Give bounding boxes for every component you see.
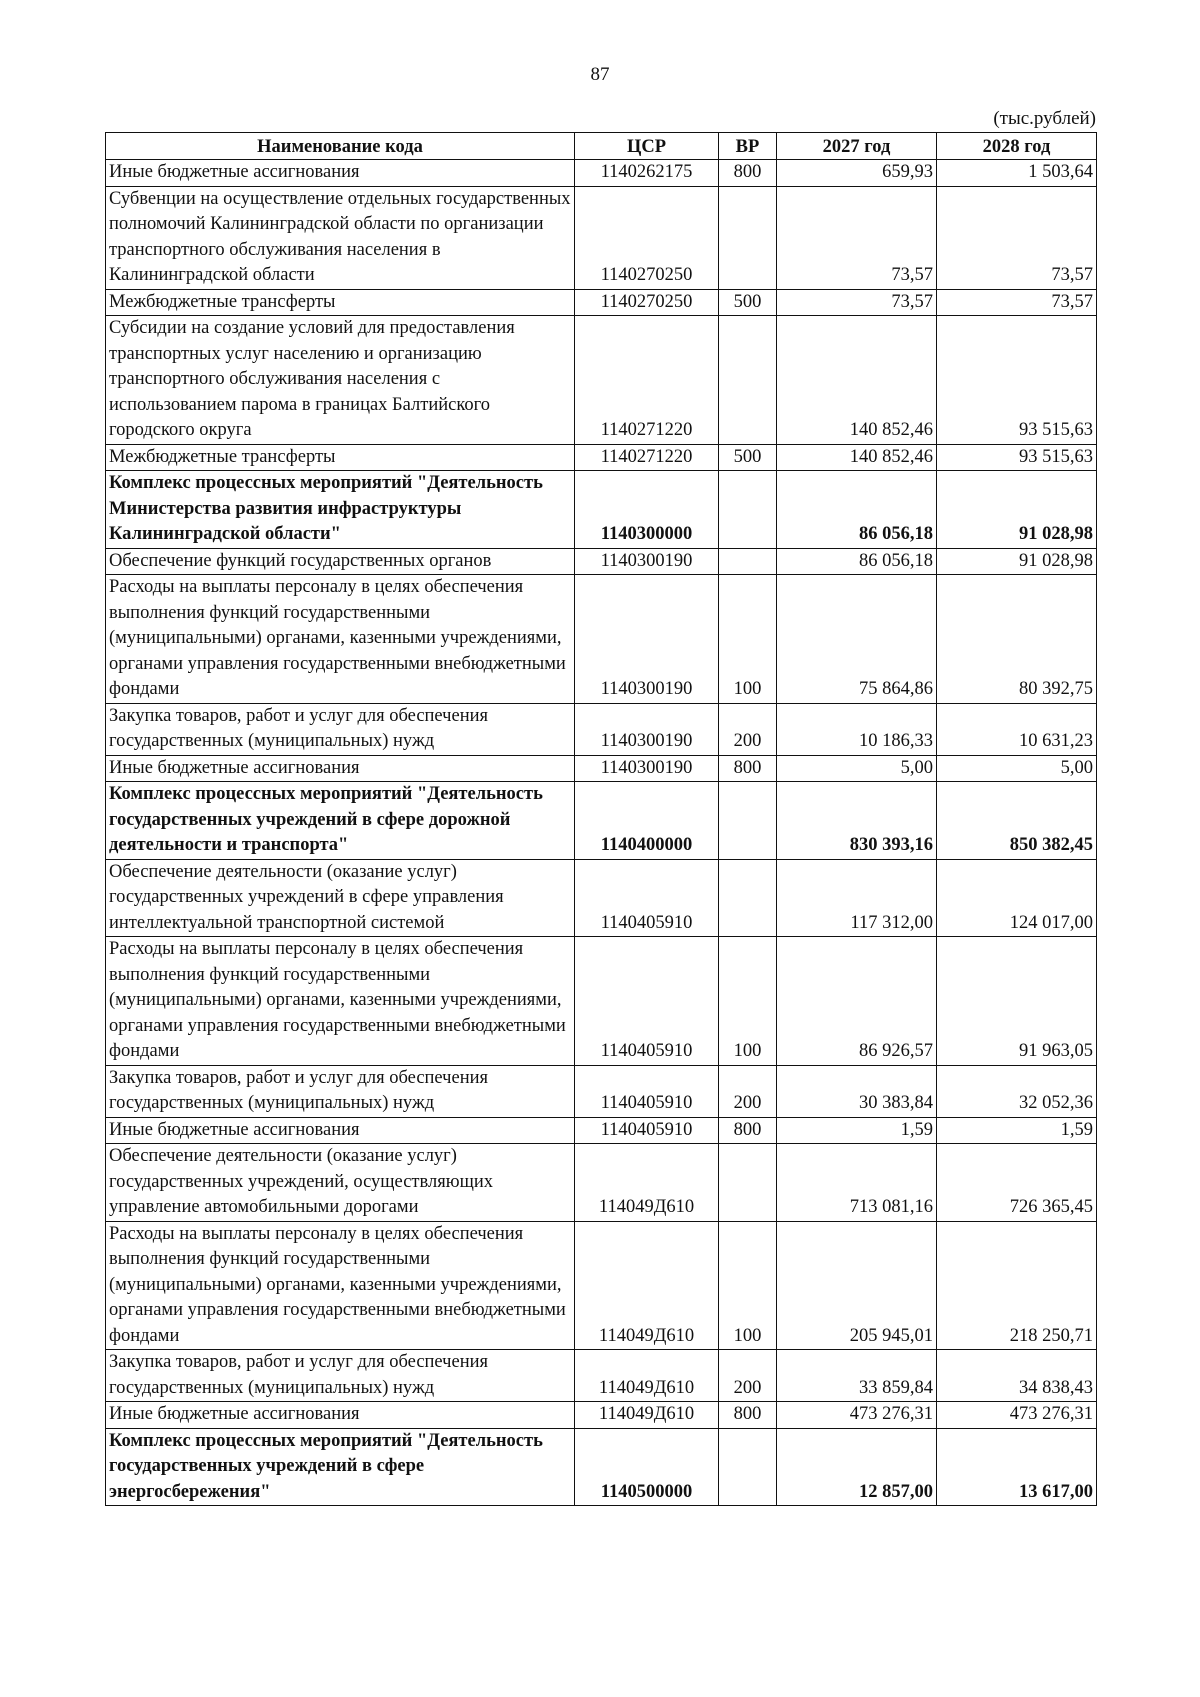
row-name-cell: Комплекс процессных мероприятий "Деятельность Министерства развития инфраструктуры Калининградской области": [106, 471, 575, 549]
row-2028-cell: 93 515,63: [937, 316, 1097, 445]
header-csr: ЦСР: [575, 133, 719, 160]
row-name-cell: Иные бюджетные ассигнования: [106, 755, 575, 782]
row-name-cell: Расходы на выплаты персоналу в целях обеспечения выполнения функций государственными (муниципальными) органами, казенными учреждениями, органами управления государственными внебюджетными фондами: [106, 575, 575, 704]
table-row: [106, 859, 1097, 937]
row-csr-cell: 1140405910: [575, 859, 719, 937]
row-vr-cell: 800: [719, 160, 777, 187]
row-csr-cell: 114049Д610: [575, 1221, 719, 1350]
table-row: [106, 471, 1097, 549]
row-2028-cell: 5,00: [937, 755, 1097, 782]
row-csr-cell: 1140500000: [575, 1428, 719, 1506]
row-name-cell: Межбюджетные трансферты: [106, 289, 575, 316]
row-vr-cell: 100: [719, 1221, 777, 1350]
row-2027-cell: 86 056,18: [777, 471, 937, 549]
row-vr-cell: [719, 1428, 777, 1506]
table-row: [106, 1402, 1097, 1429]
row-2028-cell: 91 028,98: [937, 548, 1097, 575]
table-header-row: [106, 133, 1097, 160]
row-2027-cell: 33 859,84: [777, 1350, 937, 1402]
table-row: [106, 1144, 1097, 1222]
row-2027-cell: 86 926,57: [777, 937, 937, 1066]
row-vr-cell: [719, 471, 777, 549]
row-2027-cell: 117 312,00: [777, 859, 937, 937]
row-csr-cell: 1140300190: [575, 703, 719, 755]
row-csr-cell: 1140270250: [575, 289, 719, 316]
row-name-cell: Обеспечение деятельности (оказание услуг) государственных учреждений в сфере управления интеллектуальной транспортной системой: [106, 859, 575, 937]
row-2027-cell: 140 852,46: [777, 316, 937, 445]
table-row: [106, 937, 1097, 1066]
row-vr-cell: 800: [719, 755, 777, 782]
row-vr-cell: [719, 1144, 777, 1222]
row-csr-cell: 1140300190: [575, 755, 719, 782]
row-vr-cell: 200: [719, 1065, 777, 1117]
row-2027-cell: 830 393,16: [777, 782, 937, 860]
row-csr-cell: 1140405910: [575, 1117, 719, 1144]
row-vr-cell: 200: [719, 703, 777, 755]
table-row: [106, 755, 1097, 782]
row-vr-cell: 100: [719, 937, 777, 1066]
row-2027-cell: 12 857,00: [777, 1428, 937, 1506]
row-2028-cell: 91 963,05: [937, 937, 1097, 1066]
header-name: Наименование кода: [106, 133, 575, 160]
row-2028-cell: 218 250,71: [937, 1221, 1097, 1350]
table-row: [106, 575, 1097, 704]
header-2028: 2028 год: [937, 133, 1097, 160]
row-name-cell: Обеспечение деятельности (оказание услуг) государственных учреждений, осуществляющих управление автомобильными дорогами: [106, 1144, 575, 1222]
row-name-cell: Закупка товаров, работ и услуг для обеспечения государственных (муниципальных) нужд: [106, 703, 575, 755]
row-2028-cell: 80 392,75: [937, 575, 1097, 704]
row-2027-cell: 1,59: [777, 1117, 937, 1144]
row-name-cell: Закупка товаров, работ и услуг для обеспечения государственных (муниципальных) нужд: [106, 1065, 575, 1117]
table-row: [106, 1428, 1097, 1506]
row-2027-cell: 473 276,31: [777, 1402, 937, 1429]
row-name-cell: Расходы на выплаты персоналу в целях обеспечения выполнения функций государственными (муниципальными) органами, казенными учреждениями, органами управления государственными внебюджетными фондами: [106, 937, 575, 1066]
table-row: [106, 289, 1097, 316]
row-name-cell: Расходы на выплаты персоналу в целях обеспечения выполнения функций государственными (муниципальными) органами, казенными учреждениями, органами управления государственными внебюджетными фондами: [106, 1221, 575, 1350]
row-csr-cell: 1140300000: [575, 471, 719, 549]
row-2027-cell: 75 864,86: [777, 575, 937, 704]
row-vr-cell: [719, 548, 777, 575]
row-csr-cell: 114049Д610: [575, 1402, 719, 1429]
row-2028-cell: 10 631,23: [937, 703, 1097, 755]
row-name-cell: Комплекс процессных мероприятий "Деятельность государственных учреждений в сфере энергосбережения": [106, 1428, 575, 1506]
row-2027-cell: 140 852,46: [777, 444, 937, 471]
table-row: [106, 160, 1097, 187]
row-csr-cell: 1140405910: [575, 1065, 719, 1117]
row-csr-cell: 1140270250: [575, 186, 719, 289]
row-2027-cell: 30 383,84: [777, 1065, 937, 1117]
row-2027-cell: 713 081,16: [777, 1144, 937, 1222]
row-csr-cell: 1140262175: [575, 160, 719, 187]
units-label: (тыс.рублей): [993, 108, 1096, 129]
table-row: [106, 782, 1097, 860]
row-2028-cell: 73,57: [937, 186, 1097, 289]
row-csr-cell: 1140405910: [575, 937, 719, 1066]
row-csr-cell: 114049Д610: [575, 1350, 719, 1402]
row-2028-cell: 34 838,43: [937, 1350, 1097, 1402]
row-vr-cell: 100: [719, 575, 777, 704]
row-2028-cell: 91 028,98: [937, 471, 1097, 549]
row-2028-cell: 73,57: [937, 289, 1097, 316]
table-row: [106, 1117, 1097, 1144]
table-row: [106, 186, 1097, 289]
row-2027-cell: 659,93: [777, 160, 937, 187]
header-2027: 2027 год: [777, 133, 937, 160]
row-2027-cell: 5,00: [777, 755, 937, 782]
header-vr: ВР: [719, 133, 777, 160]
row-vr-cell: 200: [719, 1350, 777, 1402]
page-number: 87: [590, 64, 610, 85]
row-2027-cell: 10 186,33: [777, 703, 937, 755]
row-2027-cell: 73,57: [777, 289, 937, 316]
row-vr-cell: 800: [719, 1402, 777, 1429]
row-name-cell: Иные бюджетные ассигнования: [106, 160, 575, 187]
row-name-cell: Иные бюджетные ассигнования: [106, 1402, 575, 1429]
table-row: [106, 1350, 1097, 1402]
row-2028-cell: 726 365,45: [937, 1144, 1097, 1222]
row-csr-cell: 1140271220: [575, 316, 719, 445]
row-name-cell: Иные бюджетные ассигнования: [106, 1117, 575, 1144]
row-name-cell: Субвенции на осуществление отдельных государственных полномочий Калининградской области по организации транспортного обслуживания населения в Калининградской области: [106, 186, 575, 289]
table-row: [106, 1221, 1097, 1350]
row-name-cell: Обеспечение функций государственных органов: [106, 548, 575, 575]
row-csr-cell: 1140300190: [575, 575, 719, 704]
row-2028-cell: 32 052,36: [937, 1065, 1097, 1117]
row-vr-cell: [719, 782, 777, 860]
row-name-cell: Межбюджетные трансферты: [106, 444, 575, 471]
row-vr-cell: [719, 859, 777, 937]
row-2027-cell: 73,57: [777, 186, 937, 289]
row-2028-cell: 473 276,31: [937, 1402, 1097, 1429]
table-row: [106, 548, 1097, 575]
row-2028-cell: 13 617,00: [937, 1428, 1097, 1506]
row-csr-cell: 114049Д610: [575, 1144, 719, 1222]
table-row: [106, 703, 1097, 755]
row-name-cell: Закупка товаров, работ и услуг для обеспечения государственных (муниципальных) нужд: [106, 1350, 575, 1402]
row-2028-cell: 1,59: [937, 1117, 1097, 1144]
row-vr-cell: [719, 186, 777, 289]
row-2028-cell: 850 382,45: [937, 782, 1097, 860]
row-vr-cell: 800: [719, 1117, 777, 1144]
row-vr-cell: 500: [719, 289, 777, 316]
row-2028-cell: 1 503,64: [937, 160, 1097, 187]
row-2027-cell: 205 945,01: [777, 1221, 937, 1350]
row-vr-cell: [719, 316, 777, 445]
table-row: [106, 444, 1097, 471]
row-csr-cell: 1140271220: [575, 444, 719, 471]
row-vr-cell: 500: [719, 444, 777, 471]
row-name-cell: Субсидии на создание условий для предоставления транспортных услуг населению и организацию транспортного обслуживания населения с использованием парома в границах Балтийского городского округа: [106, 316, 575, 445]
table-row: [106, 1065, 1097, 1117]
row-2028-cell: 93 515,63: [937, 444, 1097, 471]
row-csr-cell: 1140400000: [575, 782, 719, 860]
table-row: [106, 316, 1097, 445]
row-csr-cell: 1140300190: [575, 548, 719, 575]
budget-table: [105, 132, 1097, 1506]
row-2027-cell: 86 056,18: [777, 548, 937, 575]
row-name-cell: Комплекс процессных мероприятий "Деятельность государственных учреждений в сфере дорожной деятельности и транспорта": [106, 782, 575, 860]
row-2028-cell: 124 017,00: [937, 859, 1097, 937]
table-body: [106, 160, 1097, 1506]
